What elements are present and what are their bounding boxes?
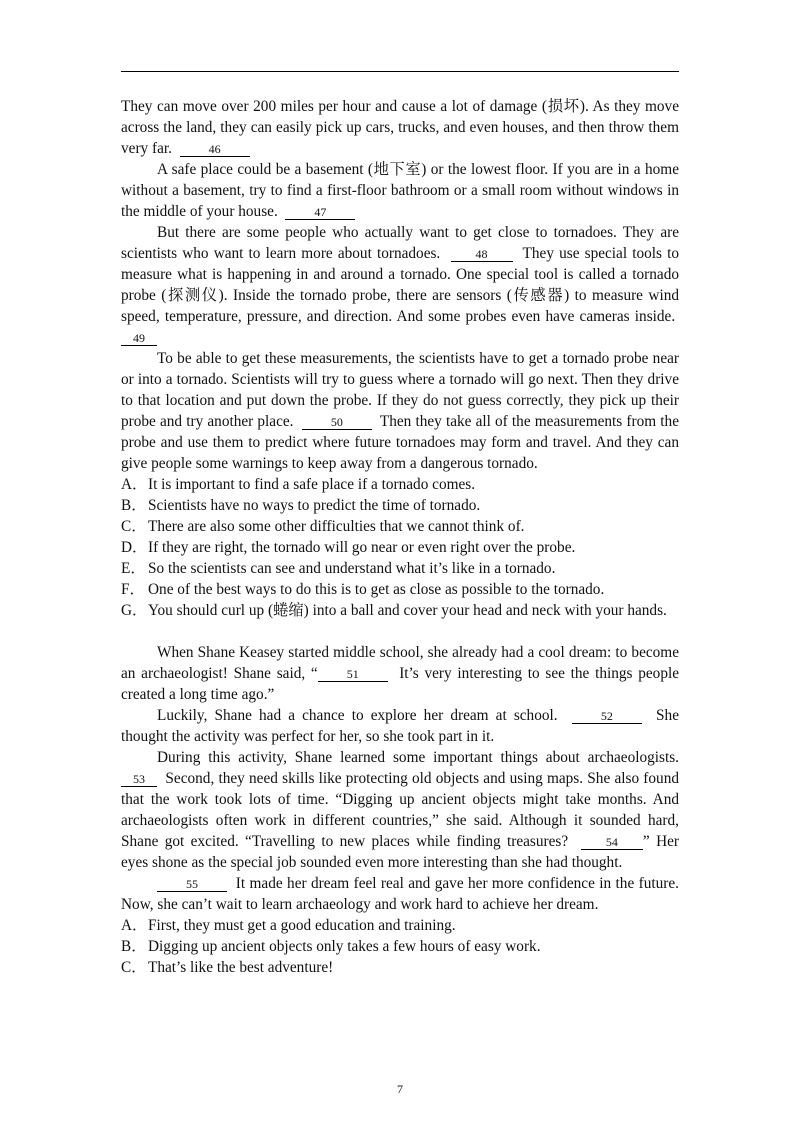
header-rule <box>121 71 679 72</box>
option-a: A．First, they must get a good education and training. <box>121 917 456 934</box>
option-d: D．If they are right, the tornado will go near or even right over the probe. <box>121 539 576 556</box>
option-a: A．It is important to find a safe place if a tornado comes. <box>121 476 476 493</box>
blank-51[interactable]: 51 <box>318 667 388 682</box>
blank-47[interactable]: 47 <box>285 205 355 220</box>
passage1-paragraph-4: To be able to get these measurements, the scientists have to get a tornado probe near or into a tornado. Scientists will try to guess where a tornado will go next. Then they drive to that location and put down the probe. If they do not guess correctly, they pick up their probe and try another place. 50 Then they take all of the measurements from the probe and use them to predict where future tornadoes may form and travel. And they can give people some warnings to keep away from a dangerous tornado. <box>121 350 679 472</box>
blank-49[interactable]: 49 <box>121 331 157 346</box>
passage2-paragraph-2: Luckily, Shane had a chance to explore her dream at school. 52 She thought the activity was perfect for her, so she took part in it. <box>121 707 679 745</box>
passage2-paragraph-4: 55 It made her dream feel real and gave her more confidence in the future. Now, she can’t wait to learn archaeology and work hard to achieve her dream. <box>121 875 679 913</box>
blank-54[interactable]: 54 <box>581 835 643 850</box>
passage2-options <box>121 915 679 978</box>
page-number: 7 <box>397 1082 403 1096</box>
blank-55[interactable]: 55 <box>157 877 227 892</box>
passage1-paragraph-3: But there are some people who actually want to get close to tornadoes. They are scientists who want to learn more about tornadoes. 48 They use special tools to measure what is happening in and around a tornado. One special tool is called a tornado probe (探测仪). Inside the tornado probe, there are sensors (传感器) to measure wind speed, temperature, pressure, and direction. And some probes even have cameras inside. 49 <box>121 224 679 345</box>
passage1-paragraph-2: A safe place could be a basement (地下室) or the lowest floor. If you are in a home without a basement, try to find a first-floor bathroom or a small room without windows in the middle of your house. 47 <box>121 161 679 220</box>
blank-46[interactable]: 46 <box>180 142 250 157</box>
option-b: B．Scientists have no ways to predict the time of tornado. <box>121 497 481 514</box>
blank-52[interactable]: 52 <box>572 709 642 724</box>
option-c: C．That’s like the best adventure! <box>121 959 334 976</box>
option-c: C．There are also some other difficulties that we cannot think of. <box>121 518 525 535</box>
blank-53[interactable]: 53 <box>121 772 157 787</box>
passage1-paragraph-1: They can move over 200 miles per hour and cause a lot of damage (损坏). As they move across the land, they can easily pick up cars, trucks, and even houses, and then throw them very far. 46 <box>121 98 679 157</box>
passage2-paragraph-1: When Shane Keasey started middle school, she already had a cool dream: to become an archaeologist! Shane said, “ 51 It’s very interesting to see the things people created a long time ago.” <box>121 644 680 703</box>
option-g: G．You should curl up (蜷缩) into a ball and cover your head and neck with your hands. <box>121 602 667 619</box>
option-f: F． One of the best ways to do this is to get as close as possible to the tornado. <box>121 581 605 598</box>
section-gap <box>121 621 679 642</box>
option-b: B．Digging up ancient objects only takes a few hours of easy work. <box>121 938 541 955</box>
passage1-options <box>121 474 679 621</box>
blank-48[interactable]: 48 <box>451 247 513 262</box>
blank-50[interactable]: 50 <box>302 415 372 430</box>
option-e: E． So the scientists can see and understand what it’s like in a tornado. <box>121 560 556 577</box>
passage2-paragraph-3: During this activity, Shane learned some important things about archaeologists. 53 Second, they need skills like protecting old objects and using maps. She also found that the work took lots of time. “Digging up ancient objects might take months. And archaeologists often work in different countries,” she said. Although it sounded hard, Shane got excited. “Travelling to new places while finding treasures? 54 ” Her eyes shone as the special job sounded even more interesting than she had thought. <box>121 749 679 871</box>
document-body <box>121 96 679 978</box>
